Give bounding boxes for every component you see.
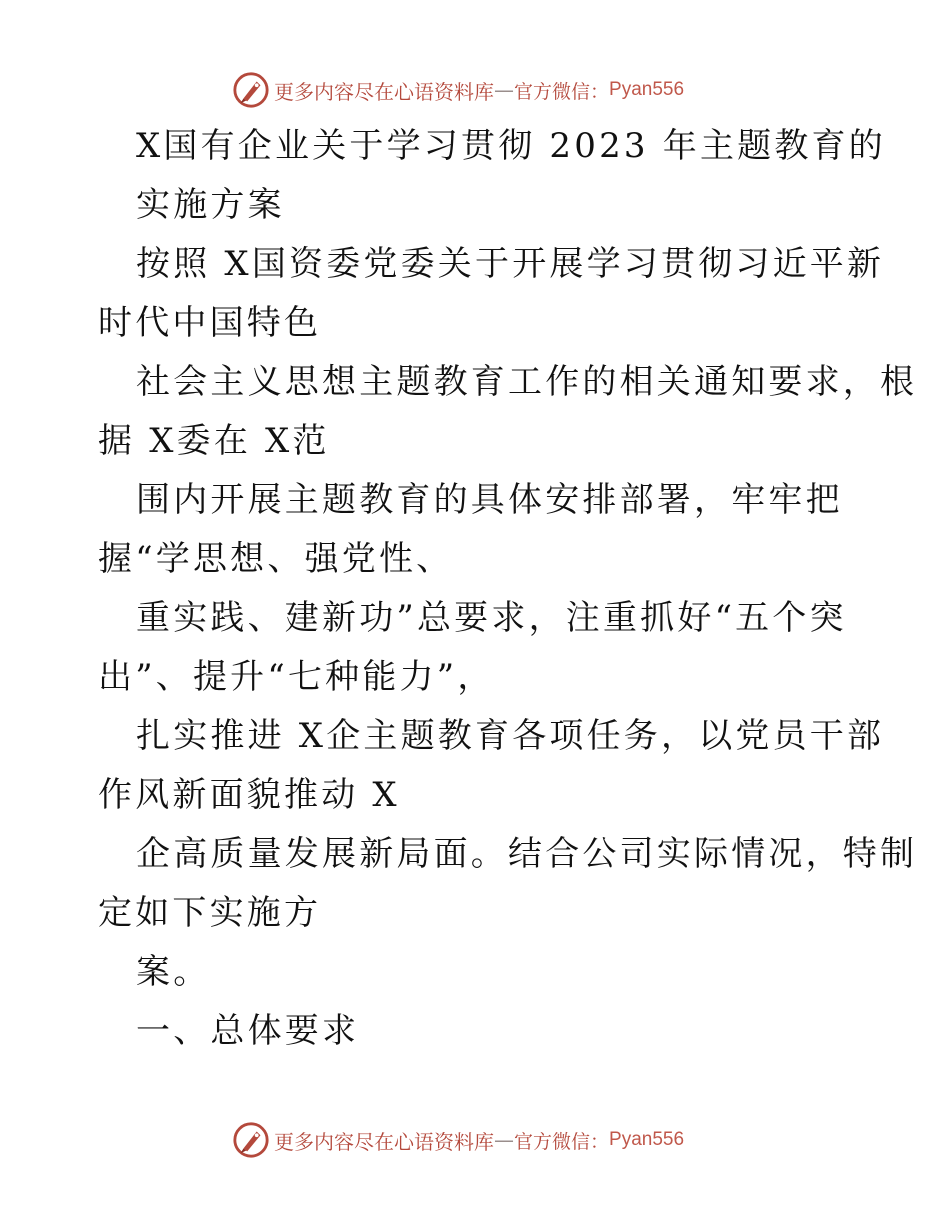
pen-logo-icon <box>232 71 270 109</box>
document-title-line-2: 实施方案 <box>136 185 285 225</box>
body-text-line: 按照 X国资委党委关于开展学习贯彻习近平新 <box>136 244 885 284</box>
body-text-line: 扎实推进 X企主题教育各项任务，以党员干部 <box>136 716 885 756</box>
body-text-line: 社会主义思想主题教育工作的相关通知要求，根 <box>136 362 918 402</box>
body-text-line: 围内开展主题教育的具体安排部署，牢牢把 <box>136 480 843 520</box>
watermark-separator: — <box>494 1128 514 1152</box>
body-text-line: 重实践、建新功”总要求，注重抓好“五个突 <box>136 598 847 638</box>
watermark-contact-label: 官方微信： <box>514 80 610 103</box>
watermark-text: 更多内容尽在心语资料库 <box>274 79 494 104</box>
body-text-line: 作风新面貌推动 X <box>98 775 400 815</box>
watermark-contact-label: 官方微信： <box>514 1130 610 1153</box>
watermark-contact-id: Pyan556 <box>609 79 685 100</box>
body-text-line: 时代中国特色 <box>98 303 322 343</box>
watermark-contact-id: Pyan556 <box>609 1129 685 1150</box>
pen-logo-icon <box>232 1121 270 1159</box>
footer-watermark <box>232 1120 684 1160</box>
body-text-line: 出”、提升“七种能力”， <box>98 657 495 697</box>
header-watermark <box>232 70 684 110</box>
document-title-line-1: X国有企业关于学习贯彻 2023 年主题教育的 <box>136 126 886 166</box>
body-text-line: 企高质量发展新局面。结合公司实际情况，特制 <box>136 834 918 874</box>
section-heading: 一、总体要求 <box>136 1011 360 1051</box>
body-text-line: 案。 <box>136 952 211 992</box>
body-text-line: 据 X委在 X范 <box>98 421 330 461</box>
body-text-line: 握“学思想、强党性、 <box>98 539 454 579</box>
watermark-separator: — <box>494 78 514 102</box>
watermark-text: 更多内容尽在心语资料库 <box>274 1129 494 1154</box>
body-text-line: 定如下实施方 <box>98 893 322 933</box>
